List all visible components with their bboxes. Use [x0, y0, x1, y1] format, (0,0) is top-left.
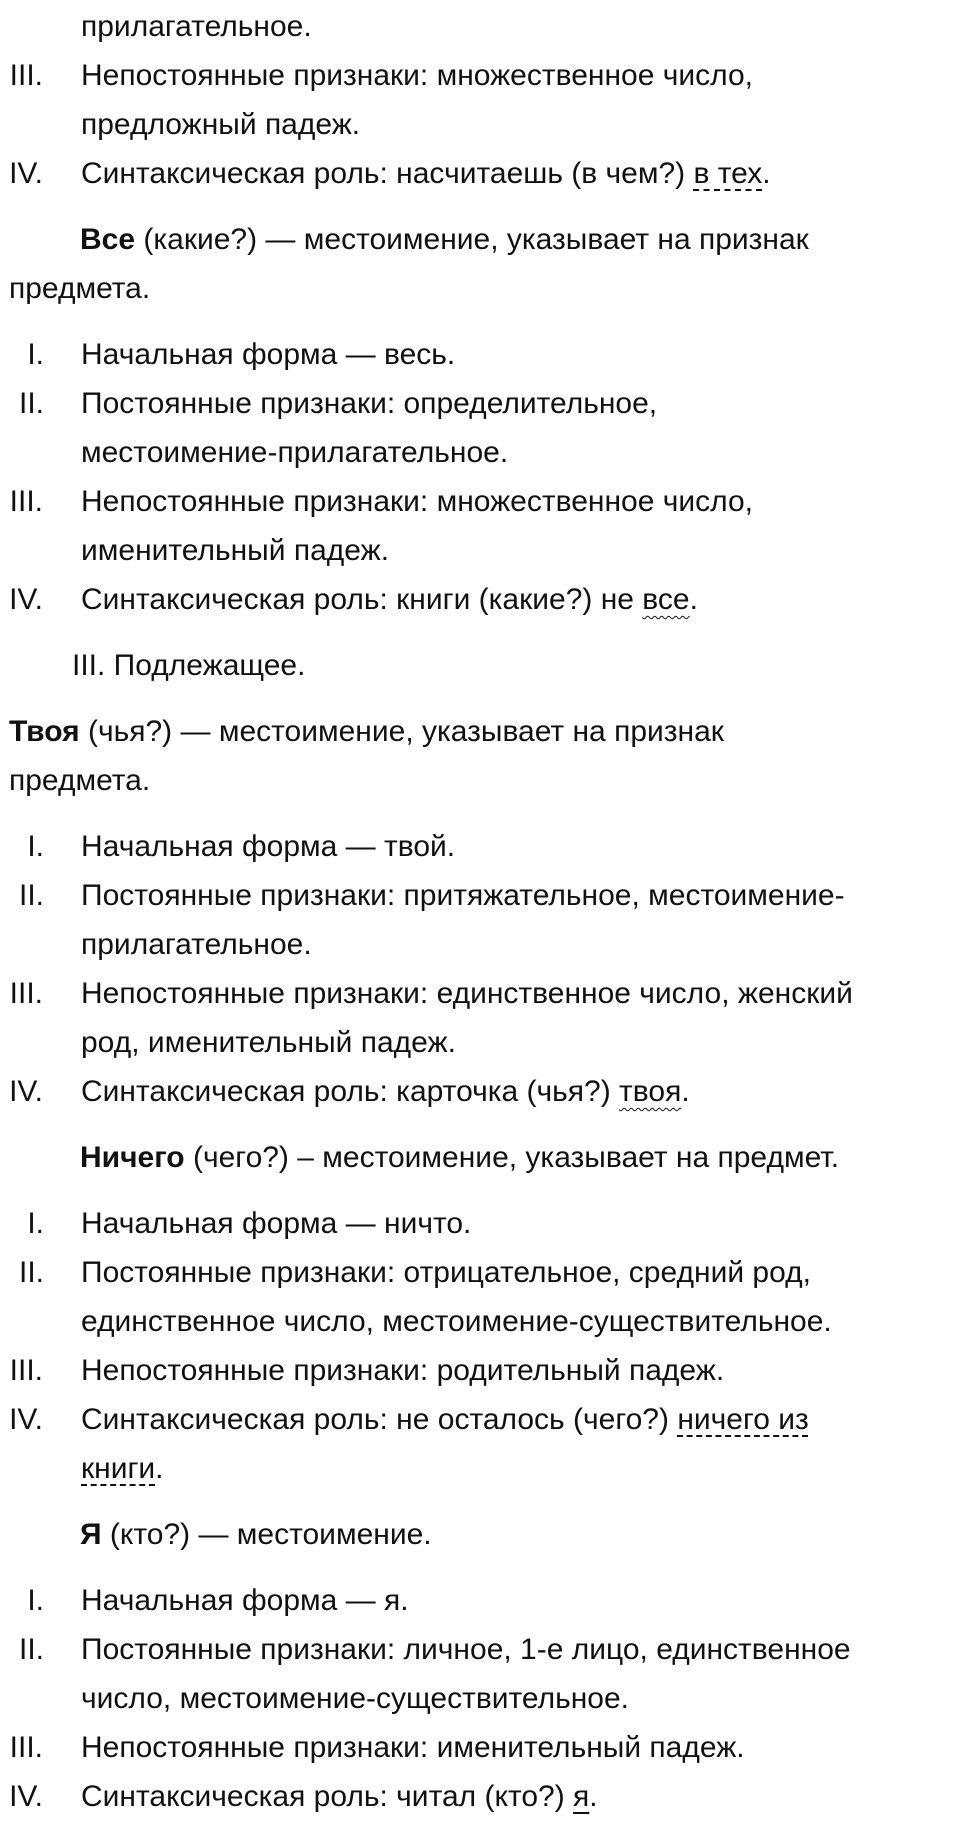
item-text: местоимение-прилагательное. [81, 436, 509, 469]
underlined-word: я [573, 1780, 590, 1813]
paragraph-intro: Все (какие?) — местоимение, указывает на признак [80, 223, 809, 256]
list-item-continuation [0, 920, 960, 969]
list-item [0, 1625, 960, 1674]
list-numeral: IV. [9, 157, 43, 190]
item-text: Непостоянные признаки: множественное число, [81, 485, 753, 518]
item-text: Синтаксическая роль: насчитаешь (в чем?) в тех. [81, 157, 771, 190]
list-item [0, 575, 960, 624]
list-numeral: I. [27, 830, 44, 863]
item-text: Постоянные признаки: отрицательное, средний род, [81, 1256, 811, 1289]
item-text: прилагательное. [81, 10, 312, 43]
bold-term: Твоя [9, 715, 80, 748]
list-item [0, 1576, 960, 1625]
list-item [0, 330, 960, 379]
list-numeral: IV. [9, 1403, 43, 1436]
item-text: именительный падеж. [81, 534, 390, 567]
underlined-word: все [642, 583, 690, 616]
list-item-continuation [0, 100, 960, 149]
item-text: Синтаксическая роль: карточка (чья?) твоя. [81, 1075, 690, 1108]
bold-term: Ничего [80, 1141, 185, 1174]
item-text: книги. [81, 1452, 164, 1485]
list-item-continuation [0, 1297, 960, 1346]
list-numeral: IV. [9, 583, 43, 616]
list-numeral: I. [27, 338, 44, 371]
list-item [0, 969, 960, 1018]
list-item [0, 822, 960, 871]
paragraph-intro: Я (кто?) — местоимение. [80, 1518, 432, 1551]
list-item-continuation [0, 1018, 960, 1067]
list-item [0, 1067, 960, 1116]
item-text: Начальная форма — я. [81, 1584, 409, 1617]
list-item [0, 1395, 960, 1444]
list-item [0, 1723, 960, 1772]
item-text: Непостоянные признаки: родительный падеж. [81, 1354, 725, 1387]
list-item [0, 477, 960, 526]
list-numeral: II. [18, 879, 44, 912]
item-text: Синтаксическая роль: книги (какие?) не все. [81, 583, 698, 616]
item-text: единственное число, местоимение-существительное. [81, 1305, 832, 1338]
underlined-word: книги [81, 1452, 156, 1485]
bold-term: Все [80, 223, 136, 256]
list-numeral: I. [27, 1207, 44, 1240]
list-numeral: IV. [9, 1075, 43, 1108]
list-item-continuation [0, 526, 960, 575]
paragraph-intro: Ничего (чего?) – местоимение, указывает на предмет. [80, 1141, 840, 1174]
sentence-role: III. Подлежащее. [72, 649, 306, 682]
item-text: прилагательное. [81, 928, 312, 961]
list-numeral: I. [27, 1584, 44, 1617]
list-numeral: III. [9, 1731, 43, 1764]
list-item [0, 149, 960, 198]
list-item [0, 1772, 960, 1821]
list-numeral: III. [9, 1354, 43, 1387]
item-text: Начальная форма — твой. [81, 830, 456, 863]
paragraph-continuation: предмета. [9, 272, 151, 305]
paragraph-intro: Твоя (чья?) — местоимение, указывает на признак [9, 715, 724, 748]
item-text: Непостоянные признаки: единственное число, женский [81, 977, 853, 1010]
list-numeral: III. [9, 485, 43, 518]
list-item [0, 379, 960, 428]
list-item [0, 1346, 960, 1395]
list-item-continuation [0, 1444, 960, 1493]
list-numeral: III. [9, 59, 43, 92]
bold-term: Я [80, 1518, 102, 1551]
item-text: число, местоимение-существительное. [81, 1682, 630, 1715]
paragraph-continuation: предмета. [9, 764, 151, 797]
item-text: Синтаксическая роль: не осталось (чего?) ничего из [81, 1403, 809, 1436]
item-text: предложный падеж. [81, 108, 361, 141]
list-item [0, 51, 960, 100]
list-item-continuation [0, 2, 960, 51]
list-item-continuation [0, 1674, 960, 1723]
document-page [0, 2, 960, 1821]
item-text: Постоянные признаки: личное, 1-е лицо, единственное [81, 1633, 851, 1666]
list-numeral: II. [18, 1633, 44, 1666]
list-numeral: III. [9, 977, 43, 1010]
underlined-word: ничего из [677, 1403, 809, 1436]
list-item [0, 1248, 960, 1297]
item-text: Непостоянные признаки: множественное число, [81, 59, 753, 92]
list-item-continuation [0, 428, 960, 477]
underlined-word: в тех [693, 157, 763, 190]
underlined-word: твоя [619, 1075, 682, 1108]
list-item [0, 871, 960, 920]
list-numeral: II. [18, 1256, 44, 1289]
item-text: Синтаксическая роль: читал (кто?) я. [81, 1780, 598, 1813]
item-text: Начальная форма — ничто. [81, 1207, 472, 1240]
item-text: Начальная форма — весь. [81, 338, 456, 371]
list-numeral: IV. [9, 1780, 43, 1813]
item-text: Непостоянные признаки: именительный падеж. [81, 1731, 745, 1764]
item-text: Постоянные признаки: определительное, [81, 387, 658, 420]
item-text: род, именительный падеж. [81, 1026, 456, 1059]
list-item [0, 1199, 960, 1248]
item-text: Постоянные признаки: притяжательное, местоимение- [81, 879, 845, 912]
list-numeral: II. [18, 387, 44, 420]
